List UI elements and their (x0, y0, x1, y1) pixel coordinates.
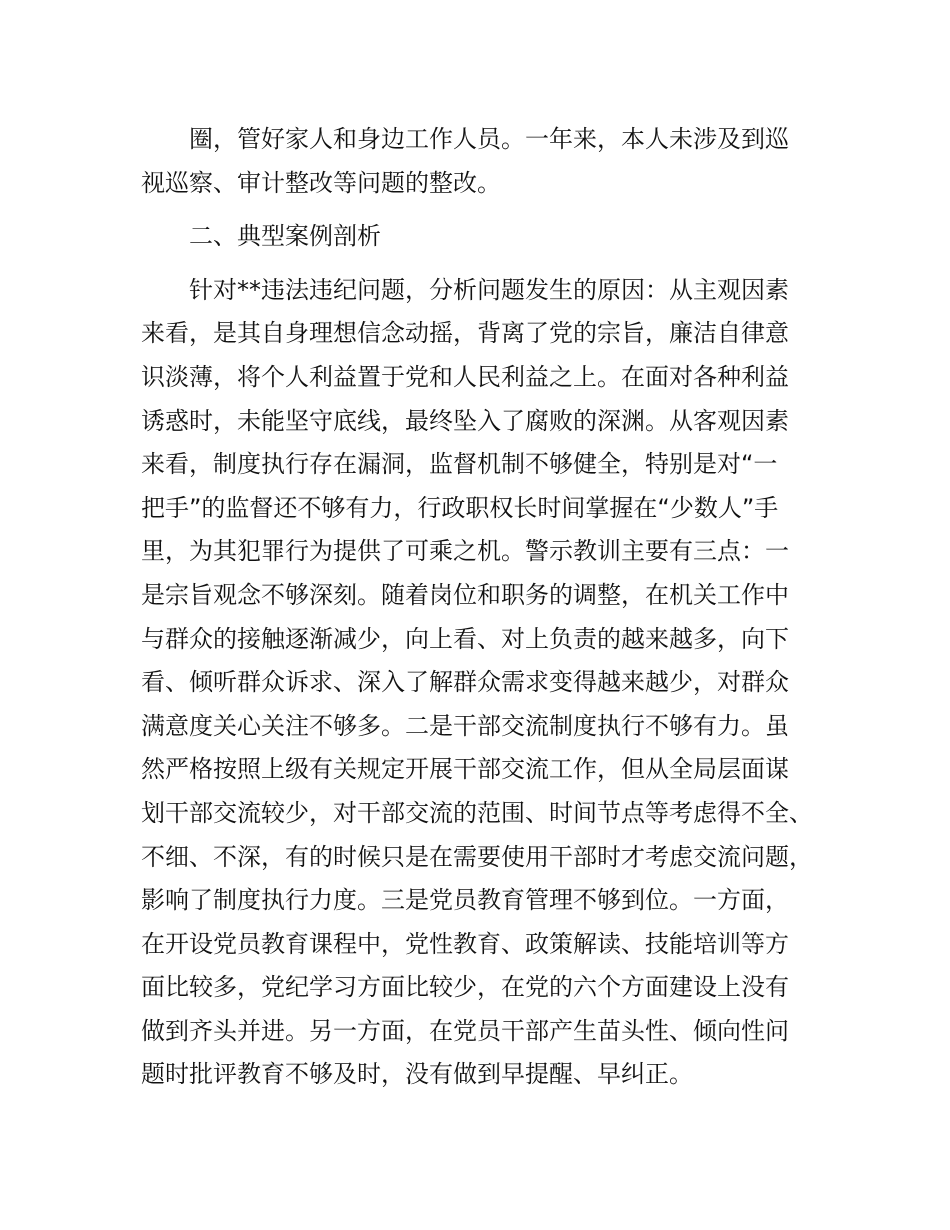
paragraph-line: 圈，管好家人和身边工作人员。一年来，本人未涉及到巡 (189, 125, 789, 153)
document-body (141, 118, 831, 1097)
paragraph-line: 满意度关心关注不够多。二是干部交流制度执行不够有力。虽 (141, 711, 789, 740)
heading-text: 二、典型案例剖析 (189, 222, 381, 251)
paragraph-line: 来看，是其自身理想信念动摇，背离了党的宗旨，廉洁自律意 (141, 319, 789, 348)
section-heading (141, 215, 831, 259)
paragraph-line: 做到齐头并进。另一方面，在党员干部产生苗头性、倾向性问 (141, 1016, 789, 1045)
paragraph-line: 题时批评教育不够及时，没有做到早提醒、早纠正。 (141, 1060, 693, 1089)
paragraph-line: 在开设党员教育课程中，党性教育、政策解读、技能培训等方 (141, 929, 789, 958)
paragraph-line: 划干部交流较少，对干部交流的范围、时间节点等考虑得不全、 (141, 798, 813, 827)
paragraph-line: 来看，制度执行存在漏洞，监督机制不够健全，特别是对“一 (141, 450, 778, 479)
paragraph-line: 针对**违法违纪问题，分析问题发生的原因：从主观因素 (189, 275, 789, 304)
paragraph-line: 是宗旨观念不够深刻。随着岗位和职务的调整，在机关工作中 (141, 580, 789, 609)
paragraph-line: 识淡薄，将个人利益置于党和人民利益之上。在面对各种利益 (141, 362, 789, 391)
paragraph-line: 影响了制度执行力度。三是党员教育管理不够到位。一方面， (141, 886, 789, 915)
paragraph-2 (141, 269, 831, 1097)
paragraph-spacer (141, 205, 831, 215)
paragraph-line: 把手”的监督还不够有力，行政职权长时间掌握在“少数人”手 (141, 493, 779, 522)
paragraph-line: 不细、不深，有的时候只是在需要使用干部时才考虑交流问题， (141, 842, 813, 871)
paragraph-line: 里，为其犯罪行为提供了可乘之机。警示教训主要有三点：一 (141, 537, 789, 566)
paragraph-line: 诱惑时，未能坚守底线，最终坠入了腐败的深渊。从客观因素 (141, 406, 789, 435)
paragraph-1 (141, 118, 831, 205)
paragraph-line: 面比较多，党纪学习方面比较少，在党的六个方面建设上没有 (141, 973, 789, 1002)
paragraph-line: 与群众的接触逐渐减少，向上看、对上负责的越来越多，向下 (141, 624, 789, 653)
paragraph-line: 然严格按照上级有关规定开展干部交流工作，但从全局层面谋 (141, 755, 789, 784)
paragraph-spacer (141, 259, 831, 269)
paragraph-line: 视巡察、审计整改等问题的整改。 (141, 168, 501, 197)
paragraph-line: 看、倾听群众诉求、深入了解群众需求变得越来越少，对群众 (141, 668, 789, 697)
